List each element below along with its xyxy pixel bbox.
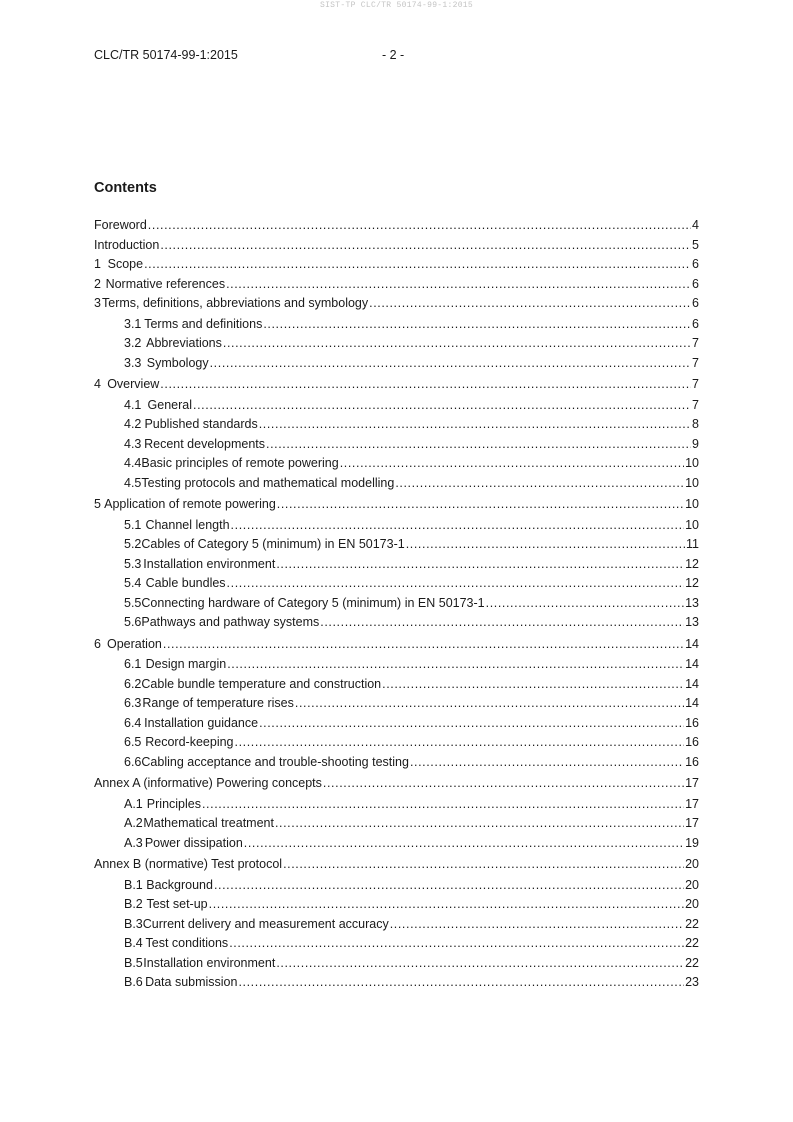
dot-leader [193, 396, 691, 416]
toc-entry-title: Background [146, 877, 213, 892]
toc-entry[interactable] [94, 675, 699, 695]
toc-entry-title: Principles [146, 796, 201, 811]
toc-entry-title: Annex A (informative) Powering concepts [94, 776, 322, 790]
toc-entry-number: 6.1 [124, 657, 142, 671]
toc-entry-title: Test set-up [146, 897, 208, 911]
toc-entry-title: Terms, definitions, abbreviations and symbology [102, 296, 369, 310]
dot-leader [160, 236, 691, 256]
toc-entry-number: 5 [94, 497, 101, 511]
toc-entry-number: B.4 [124, 936, 143, 950]
toc-entry-number: B.2 [124, 897, 143, 911]
toc-entry[interactable] [94, 753, 699, 773]
dot-leader [276, 555, 684, 575]
toc-entry-page: 13 [685, 615, 699, 629]
toc-entry-page: 16 [685, 715, 699, 730]
toc-entry-title: Installation environment [143, 556, 276, 571]
toc-entry-title: Test conditions [145, 936, 229, 950]
toc-entry-number: 5.2 [124, 537, 142, 551]
toc-entry-page: 14 [685, 636, 699, 651]
dot-leader [263, 315, 691, 335]
toc-entry-page: 20 [685, 897, 699, 911]
dot-leader [148, 216, 691, 236]
toc-entry-title: Cables of Category 5 (minimum) in EN 50173-1 [141, 537, 405, 551]
dot-leader [144, 255, 691, 275]
toc-entry-page: 16 [685, 754, 699, 769]
toc-entry-number: 6 [94, 636, 101, 651]
toc-entry-number: 4.3 [124, 436, 142, 451]
toc-entry[interactable] [94, 415, 699, 435]
toc-entry[interactable] [94, 876, 699, 896]
toc-entry-title: Mathematical treatment [143, 816, 274, 830]
toc-entry-number: 4.2 [124, 417, 142, 431]
toc-entry[interactable] [94, 535, 699, 555]
toc-entry-number: 2 [94, 276, 101, 291]
dot-leader [410, 753, 684, 773]
toc-entry-title: Connecting hardware of Category 5 (minimum) in EN 50173-1 [141, 595, 485, 610]
toc-entry-page: 4 [692, 218, 699, 232]
toc-entry-page: 12 [685, 556, 699, 571]
toc-entry-title: General [147, 397, 193, 412]
dot-leader [244, 834, 684, 854]
toc-entry[interactable] [94, 216, 699, 236]
toc-entry-title: Testing protocols and mathematical modelling [141, 475, 395, 490]
toc-entry[interactable] [94, 516, 699, 536]
toc-entry[interactable] [94, 973, 699, 993]
toc-entry-title: Current delivery and measurement accuracy [142, 916, 389, 931]
toc-entry[interactable] [94, 613, 699, 633]
toc-entry-title: Published standards [144, 417, 258, 431]
toc-entry-page: 22 [685, 936, 699, 950]
toc-entry[interactable] [94, 294, 699, 314]
dot-leader [323, 774, 684, 794]
toc-entry[interactable] [94, 375, 699, 395]
toc-entry-number: 5.1 [124, 517, 142, 532]
toc-entry-number: 3.1 [124, 316, 142, 331]
toc-entry-title: Scope [107, 257, 144, 271]
dot-leader [226, 275, 691, 295]
toc-entry-page: 16 [685, 735, 699, 749]
dot-leader [231, 516, 685, 536]
toc-entry-page: 12 [685, 576, 699, 590]
toc-entry[interactable] [94, 895, 699, 915]
toc-entry-page: 6 [692, 296, 699, 310]
toc-entry-number: 6.4 [124, 715, 142, 730]
toc-entry-page: 10 [685, 456, 699, 470]
toc-entry-number: 4.5 [124, 475, 142, 490]
dot-leader [227, 574, 685, 594]
dot-leader [276, 954, 684, 974]
toc-entry-page: 20 [685, 857, 699, 871]
dot-leader [295, 694, 684, 714]
dot-leader [395, 474, 684, 494]
toc-entry-number: 4 [94, 377, 101, 391]
toc-entry[interactable] [94, 774, 699, 794]
dot-leader [160, 375, 691, 395]
dot-leader [277, 495, 684, 515]
dot-leader [259, 714, 684, 734]
dot-leader [390, 915, 684, 935]
toc-entry-page: 7 [692, 336, 699, 350]
toc-entry-title: Installation environment [143, 955, 276, 970]
dot-leader [259, 415, 691, 435]
toc-entry[interactable] [94, 714, 699, 734]
toc-entry-page: 7 [692, 377, 699, 391]
toc-entry-title: Installation guidance [144, 715, 259, 730]
toc-entry-title: Symbology [146, 355, 209, 370]
toc-entry[interactable] [94, 694, 699, 714]
toc-entry-title: Cable bundle temperature and construction [141, 676, 382, 691]
toc-entry[interactable] [94, 555, 699, 575]
dot-leader [229, 934, 684, 954]
toc-entry-title: Application of remote powering [104, 497, 276, 511]
toc-entry[interactable] [94, 795, 699, 815]
toc-entry-page: 7 [692, 355, 699, 370]
toc-entry-page: 10 [685, 497, 699, 511]
toc-entry-number: 1 [94, 257, 101, 271]
dot-leader [163, 635, 684, 655]
page-number: - 2 - [382, 48, 405, 62]
toc-entry[interactable] [94, 574, 699, 594]
toc-entry-title: Operation [106, 636, 162, 651]
toc-entry-title: Overview [107, 377, 160, 391]
toc-entry-number: 4.1 [124, 397, 142, 412]
toc-entry-number: A.3 [124, 835, 143, 850]
watermark: SIST-TP CLC/TR 50174-99-1:2015 [319, 1, 474, 10]
toc-entry-number: 3.3 [124, 355, 142, 370]
toc-entry-number: 5.4 [124, 576, 142, 590]
toc-entry-title: Pathways and pathway systems [141, 615, 320, 629]
toc-entry[interactable] [94, 954, 699, 974]
dot-leader [223, 334, 691, 354]
toc-entry-title: Cable bundles [145, 576, 226, 590]
toc-entry[interactable] [94, 435, 699, 455]
table-of-contents [94, 216, 699, 993]
toc-entry-number: 4.4 [124, 456, 142, 470]
toc-entry-page: 14 [685, 657, 699, 671]
dot-leader [214, 876, 684, 896]
toc-entry-page: 14 [685, 696, 699, 710]
toc-entry-number: 5.6 [124, 615, 142, 629]
dot-leader [227, 655, 684, 675]
toc-entry-number: 3 [94, 296, 101, 310]
toc-entry-page: 17 [685, 776, 699, 790]
toc-entry[interactable] [94, 934, 699, 954]
toc-entry-page: 14 [685, 676, 699, 691]
toc-entry[interactable] [94, 396, 699, 416]
toc-entry-number: 3.2 [124, 336, 142, 350]
toc-entry[interactable] [94, 275, 699, 295]
dot-leader [210, 354, 691, 374]
toc-entry-number: 5.5 [124, 595, 142, 610]
dot-leader [275, 814, 684, 834]
toc-entry-page: 8 [692, 417, 699, 431]
dot-leader [266, 435, 691, 455]
toc-entry-title: Channel length [145, 517, 230, 532]
toc-entry-number: 6.6 [124, 754, 142, 769]
toc-entry-number: 6.3 [124, 696, 142, 710]
toc-entry-title: Range of temperature rises [142, 696, 294, 710]
toc-entry-page: 6 [692, 257, 699, 271]
toc-entry[interactable] [94, 315, 699, 335]
toc-entry[interactable] [94, 635, 699, 655]
toc-entry-title: Abbreviations [146, 336, 222, 350]
toc-entry[interactable] [94, 814, 699, 834]
toc-entry-page: 22 [685, 955, 699, 970]
toc-entry-title: Foreword [94, 218, 147, 232]
toc-entry[interactable] [94, 495, 699, 515]
toc-entry[interactable] [94, 474, 699, 494]
toc-entry-title: Design margin [145, 657, 227, 671]
toc-entry-page: 23 [685, 975, 699, 989]
toc-entry-number: 5.3 [124, 556, 142, 571]
toc-entry[interactable] [94, 236, 699, 256]
toc-entry[interactable] [94, 255, 699, 275]
toc-entry-page: 17 [685, 796, 699, 811]
toc-entry-page: 19 [685, 835, 699, 850]
toc-entry-page: 7 [692, 397, 699, 412]
dot-leader [235, 733, 685, 753]
toc-entry-number: B.6 [124, 975, 143, 989]
toc-entry[interactable] [94, 733, 699, 753]
toc-entry-title: Power dissipation [144, 835, 243, 850]
toc-entry-title: Terms and definitions [144, 316, 263, 331]
toc-entry-title: Data submission [145, 975, 238, 989]
toc-entry-page: 22 [685, 916, 699, 931]
dot-leader [382, 675, 684, 695]
toc-entry-number: A.2 [124, 816, 143, 830]
toc-entry-page: 17 [685, 816, 699, 830]
toc-entry[interactable] [94, 334, 699, 354]
dot-leader [209, 895, 684, 915]
document-id: CLC/TR 50174-99-1:2015 [94, 48, 238, 62]
toc-entry[interactable] [94, 594, 699, 614]
dot-leader [320, 613, 684, 633]
toc-entry-number: 6.2 [124, 676, 142, 691]
toc-entry-title: Annex B (normative) Test protocol [94, 857, 283, 871]
dot-leader [406, 535, 685, 555]
toc-entry-title: Basic principles of remote powering [141, 456, 339, 470]
toc-entry-page: 20 [685, 877, 699, 892]
toc-entry-title: Normative references [105, 276, 226, 291]
dot-leader [340, 454, 684, 474]
contents-heading: Contents [94, 180, 157, 196]
toc-entry-number: B.3 [124, 916, 143, 931]
dot-leader [486, 594, 684, 614]
toc-entry[interactable] [94, 655, 699, 675]
toc-entry-number: B.5 [124, 955, 143, 970]
toc-entry-number: 6.5 [124, 735, 142, 749]
toc-entry-page: 6 [692, 276, 699, 291]
toc-entry-page: 9 [692, 436, 699, 451]
toc-entry-page: 11 [686, 537, 699, 551]
toc-entry-page: 10 [685, 475, 699, 490]
dot-leader [283, 855, 684, 875]
toc-entry-title: Record-keeping [145, 735, 234, 749]
dot-leader [202, 795, 684, 815]
toc-entry-page: 10 [685, 517, 699, 532]
toc-entry[interactable] [94, 915, 699, 935]
toc-entry-page: 5 [692, 237, 699, 252]
dot-leader [369, 294, 691, 314]
toc-entry[interactable] [94, 454, 699, 474]
toc-entry[interactable] [94, 855, 699, 875]
toc-entry-number: A.1 [124, 796, 143, 811]
dot-leader [238, 973, 684, 993]
toc-entry-title: Introduction [94, 237, 160, 252]
toc-entry-page: 6 [692, 316, 699, 331]
toc-entry-number: B.1 [124, 877, 143, 892]
toc-entry[interactable] [94, 354, 699, 374]
toc-entry[interactable] [94, 834, 699, 854]
toc-entry-title: Cabling acceptance and trouble-shooting testing [141, 754, 409, 769]
toc-entry-title: Recent developments [144, 436, 265, 451]
toc-entry-page: 13 [685, 595, 699, 610]
